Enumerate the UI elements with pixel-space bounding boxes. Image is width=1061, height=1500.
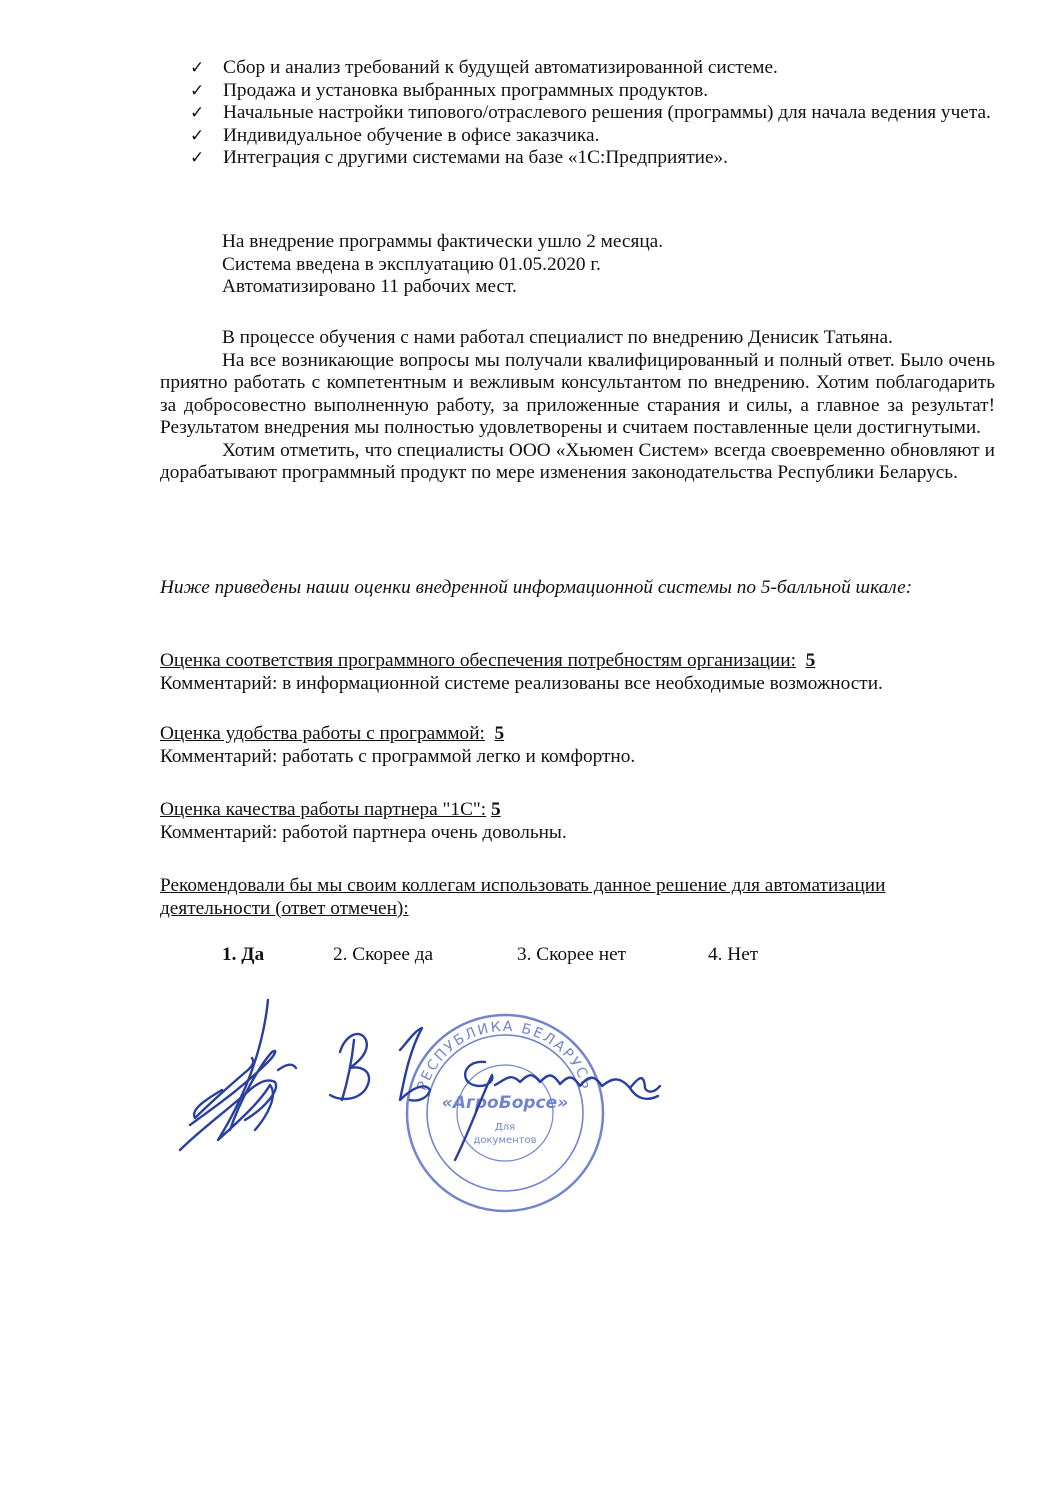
review-text <box>160 327 995 485</box>
signatures-and-seal <box>160 990 680 1230</box>
seal-outer-text: РЕСПУБЛИКА БЕЛАРУСЬ <box>414 1018 596 1093</box>
company-seal <box>407 1015 603 1211</box>
fact-workplaces: Автоматизировано 11 рабочих мест. <box>222 276 517 297</box>
checklist-item: ✓ Индивидуальное обучение в офисе заказчика. <box>190 124 600 146</box>
check-mark-icon: ✓ <box>190 58 205 78</box>
checklist-item: ✓ Сбор и анализ требований к будущей автоматизированной системе. <box>190 57 778 78</box>
rating-fit <box>160 650 995 695</box>
rating-comment: Комментарий: работать с программой легко и комфортно. <box>160 745 636 767</box>
rating-comment: Комментарий: работой партнера очень довольны. <box>160 821 567 843</box>
rating-score: 5 <box>491 799 501 820</box>
rating-comment: Комментарий: в информационной системе реализованы все необходимые возможности. <box>160 672 883 694</box>
rating-score: 5 <box>494 723 505 744</box>
option-rather-no: 3. Скорее нет <box>517 944 627 965</box>
services-checklist <box>190 57 995 170</box>
check-mark-icon: ✓ <box>190 103 205 123</box>
rating-title: Оценка удобства работы с программой: <box>160 723 485 744</box>
option-no: 4. Нет <box>708 944 759 965</box>
implementation-facts <box>222 231 982 299</box>
recommend-question: Рекомендовали бы мы своим коллегам использовать данное решение для автоматизации деятельности (ответ отмечен): <box>160 875 886 919</box>
scale-intro: Ниже приведены наши оценки внедренной информационной системы по 5-балльной шкале: <box>160 577 913 598</box>
checklist-item: ✓ Интеграция с другими системами на базе «1С:Предприятие». <box>190 147 728 168</box>
review-paragraph: Хотим отметить, что специалисты ООО «Хьюмен Систем» всегда своевременно обновляют и дорабатывают программный продукт по мере изменения законодательства Республики Беларусь. <box>160 439 995 483</box>
rating-score: 5 <box>805 650 816 671</box>
option-rather-yes: 2. Скорее да <box>333 944 434 965</box>
rating-usability <box>160 723 995 768</box>
seal-inner-line: Для <box>494 1122 516 1133</box>
rating-partner <box>160 799 995 844</box>
answer-options <box>0 944 1061 970</box>
review-paragraph: На все возникающие вопросы мы получали квалифицированный и полный ответ. Было очень приятно работать с компетентным и вежливым консультантом по внедрению. Хотим поблагодарить за добросовестно выполненную работу, за приложенные старания и силы, а главное за результат! Результатом внедрения мы полностью удовлетворены и считаем поставленные цели достигнутыми. <box>160 349 995 438</box>
checklist-item: ✓ Начальные настройки типового/отраслевого решения (программы) для начала ведения учета. <box>190 102 991 123</box>
check-mark-icon: ✓ <box>190 80 205 101</box>
fact-duration: На внедрение программы фактически ушло 2 месяца. <box>222 231 664 252</box>
option-yes: 1. Да <box>222 944 265 965</box>
seal-company-name: «АгроБорсе» <box>441 1093 569 1113</box>
rating-title: Оценка соответствия программного обеспечения потребностям организации: <box>160 650 796 671</box>
fact-launch-date: Система введена в эксплуатацию 01.05.2020 г. <box>222 253 601 275</box>
seal-inner-line: документов <box>473 1135 537 1146</box>
check-mark-icon: ✓ <box>190 125 205 146</box>
review-paragraph: В процессе обучения с нами работал специалист по внедрению Денисик Татьяна. <box>222 327 893 348</box>
check-mark-icon: ✓ <box>190 148 205 168</box>
rating-title: Оценка качества работы партнера "1С": <box>160 799 487 820</box>
checklist-item: ✓ Продажа и установка выбранных программных продуктов. <box>190 79 709 101</box>
signature-1 <box>180 1000 296 1150</box>
